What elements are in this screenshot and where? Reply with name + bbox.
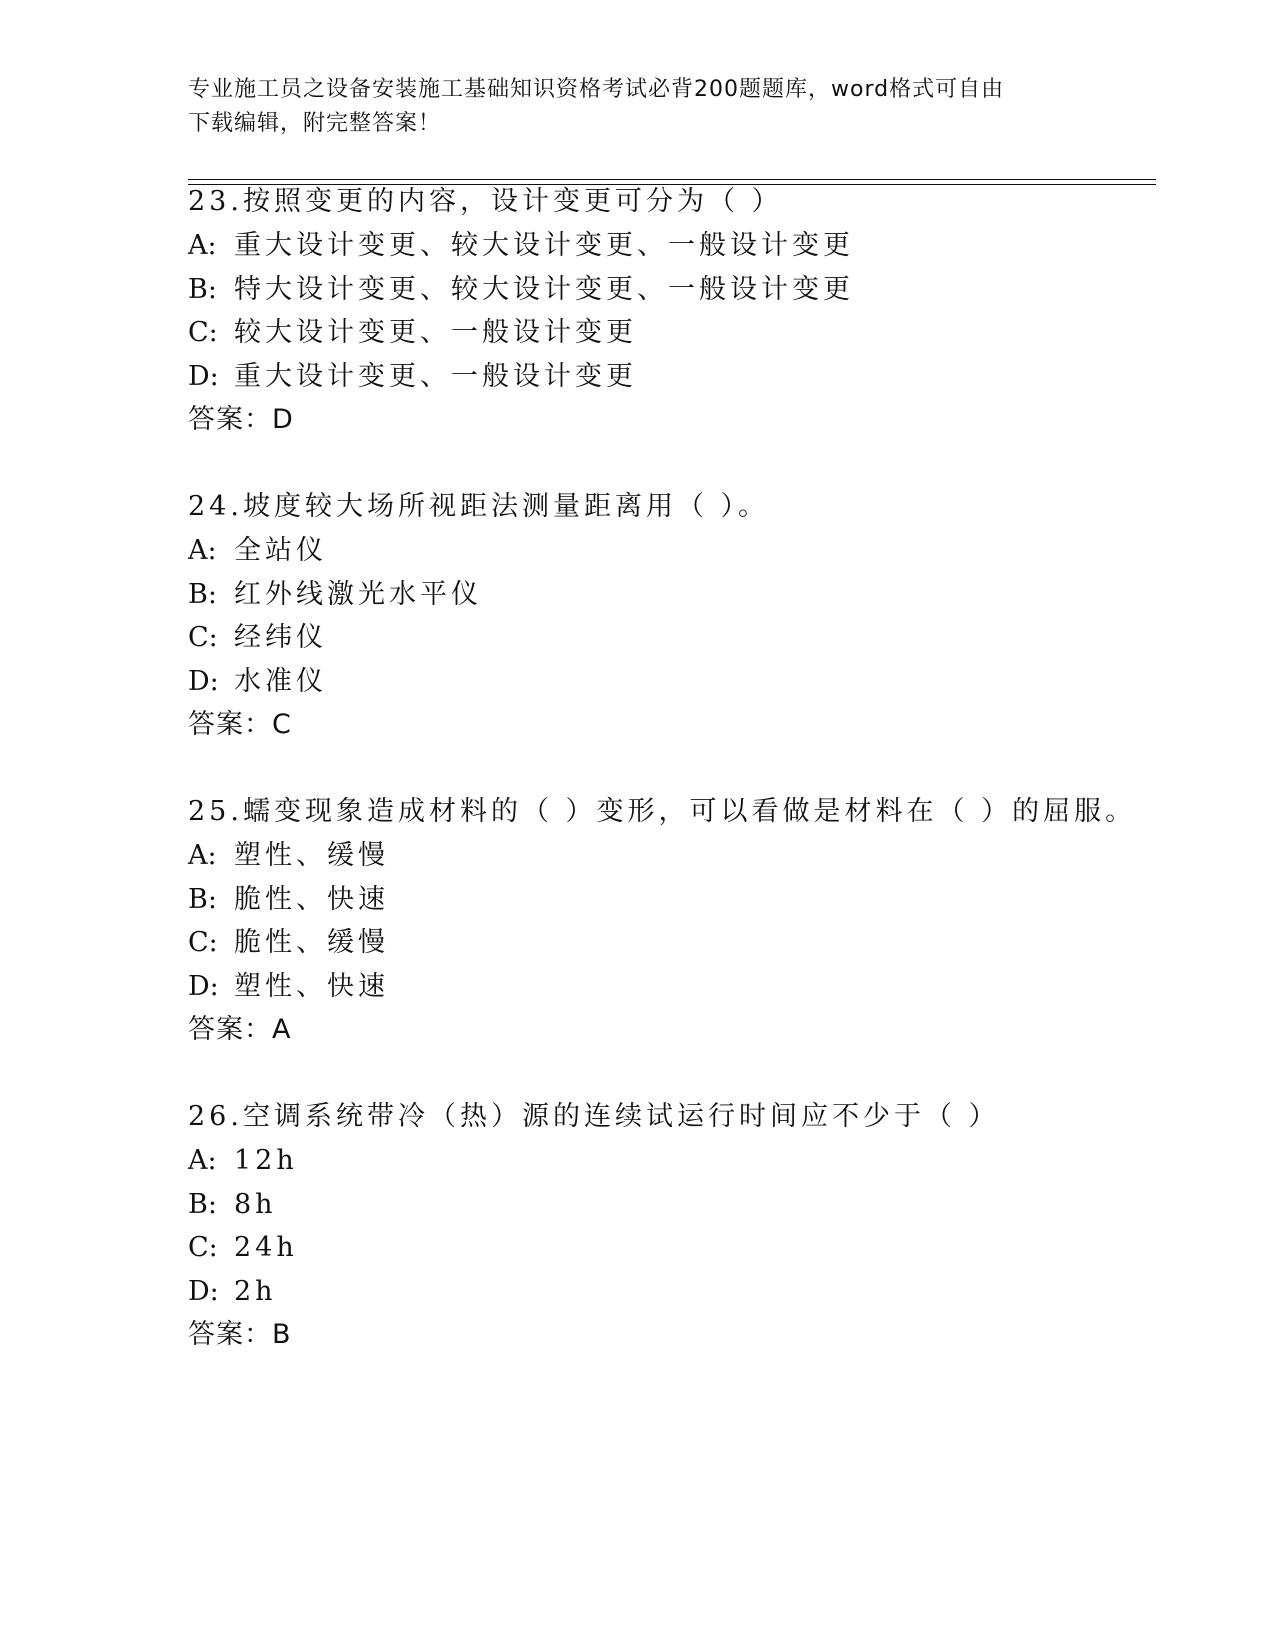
option-text: 塑性、快速 <box>234 971 389 1002</box>
option-key: D: <box>188 361 219 392</box>
option-key: B: <box>188 579 217 610</box>
option-text: 红外线激光水平仪 <box>234 579 482 610</box>
option-text: 水准仪 <box>234 666 327 697</box>
option-key: B: <box>188 274 217 305</box>
document-header-line-2: 下载编辑，附完整答案！ <box>188 111 442 136</box>
question-26-option-c <box>188 1229 298 1267</box>
question-23-option-b <box>188 271 854 309</box>
question-23-option-d <box>188 358 637 396</box>
header-divider-top <box>188 179 1156 180</box>
option-key: C: <box>188 1232 218 1263</box>
option-text: 12h <box>234 1145 298 1176</box>
option-text: 较大设计变更、一般设计变更 <box>234 317 637 348</box>
option-text: 8h <box>234 1189 277 1220</box>
question-24-option-d <box>188 663 327 701</box>
option-text: 全站仪 <box>234 535 327 566</box>
question-24-answer: 答案：C <box>188 709 292 740</box>
question-24-option-a <box>188 532 327 570</box>
question-26-stem: 26.空调系统带冷（热）源的连续试运行时间应不少于（ ） <box>188 1101 1000 1132</box>
option-text: 特大设计变更、较大设计变更、一般设计变更 <box>234 274 854 305</box>
option-key: C: <box>188 927 218 958</box>
question-24-stem: 24.坡度较大场所视距法测量距离用（ ）。 <box>188 491 770 522</box>
option-key: A: <box>188 230 217 261</box>
question-24-option-b <box>188 576 482 614</box>
option-text: 经纬仪 <box>234 622 327 653</box>
question-23-option-c <box>188 314 637 352</box>
option-text: 2h <box>234 1276 277 1307</box>
question-25-option-a <box>188 837 389 875</box>
option-text: 脆性、缓慢 <box>234 927 389 958</box>
option-key: A: <box>188 535 217 566</box>
question-25-answer: 答案：A <box>188 1014 292 1045</box>
option-key: C: <box>188 317 218 348</box>
option-text: 塑性、缓慢 <box>234 840 389 871</box>
question-26-answer: 答案：B <box>188 1319 292 1350</box>
option-key: A: <box>188 840 217 871</box>
option-key: B: <box>188 1189 217 1220</box>
question-25-option-b <box>188 881 389 919</box>
option-key: D: <box>188 666 219 697</box>
question-23-stem: 23.按照变更的内容，设计变更可分为（ ） <box>188 186 783 217</box>
option-key: D: <box>188 971 219 1002</box>
document-header-line-1: 专业施工员之设备安装施工基础知识资格考试必背200题题库，word格式可自由 <box>188 77 1005 102</box>
question-23-answer: 答案：D <box>188 404 294 435</box>
option-text: 24h <box>234 1232 298 1263</box>
question-25-option-d <box>188 968 389 1006</box>
question-26-option-d <box>188 1273 277 1311</box>
question-24-option-c <box>188 619 327 657</box>
question-26-option-a <box>188 1142 298 1180</box>
option-text: 重大设计变更、一般设计变更 <box>234 361 637 392</box>
option-key: D: <box>188 1276 219 1307</box>
question-23-option-a <box>188 227 854 265</box>
question-25-option-c <box>188 924 389 962</box>
question-25-stem: 25.蠕变现象造成材料的（ ）变形，可以看做是材料在（ ）的屈服。 <box>188 796 1137 827</box>
question-26-option-b <box>188 1186 277 1224</box>
option-text: 脆性、快速 <box>234 884 389 915</box>
option-key: B: <box>188 884 217 915</box>
option-key: C: <box>188 622 218 653</box>
option-text: 重大设计变更、较大设计变更、一般设计变更 <box>234 230 854 261</box>
option-key: A: <box>188 1145 217 1176</box>
